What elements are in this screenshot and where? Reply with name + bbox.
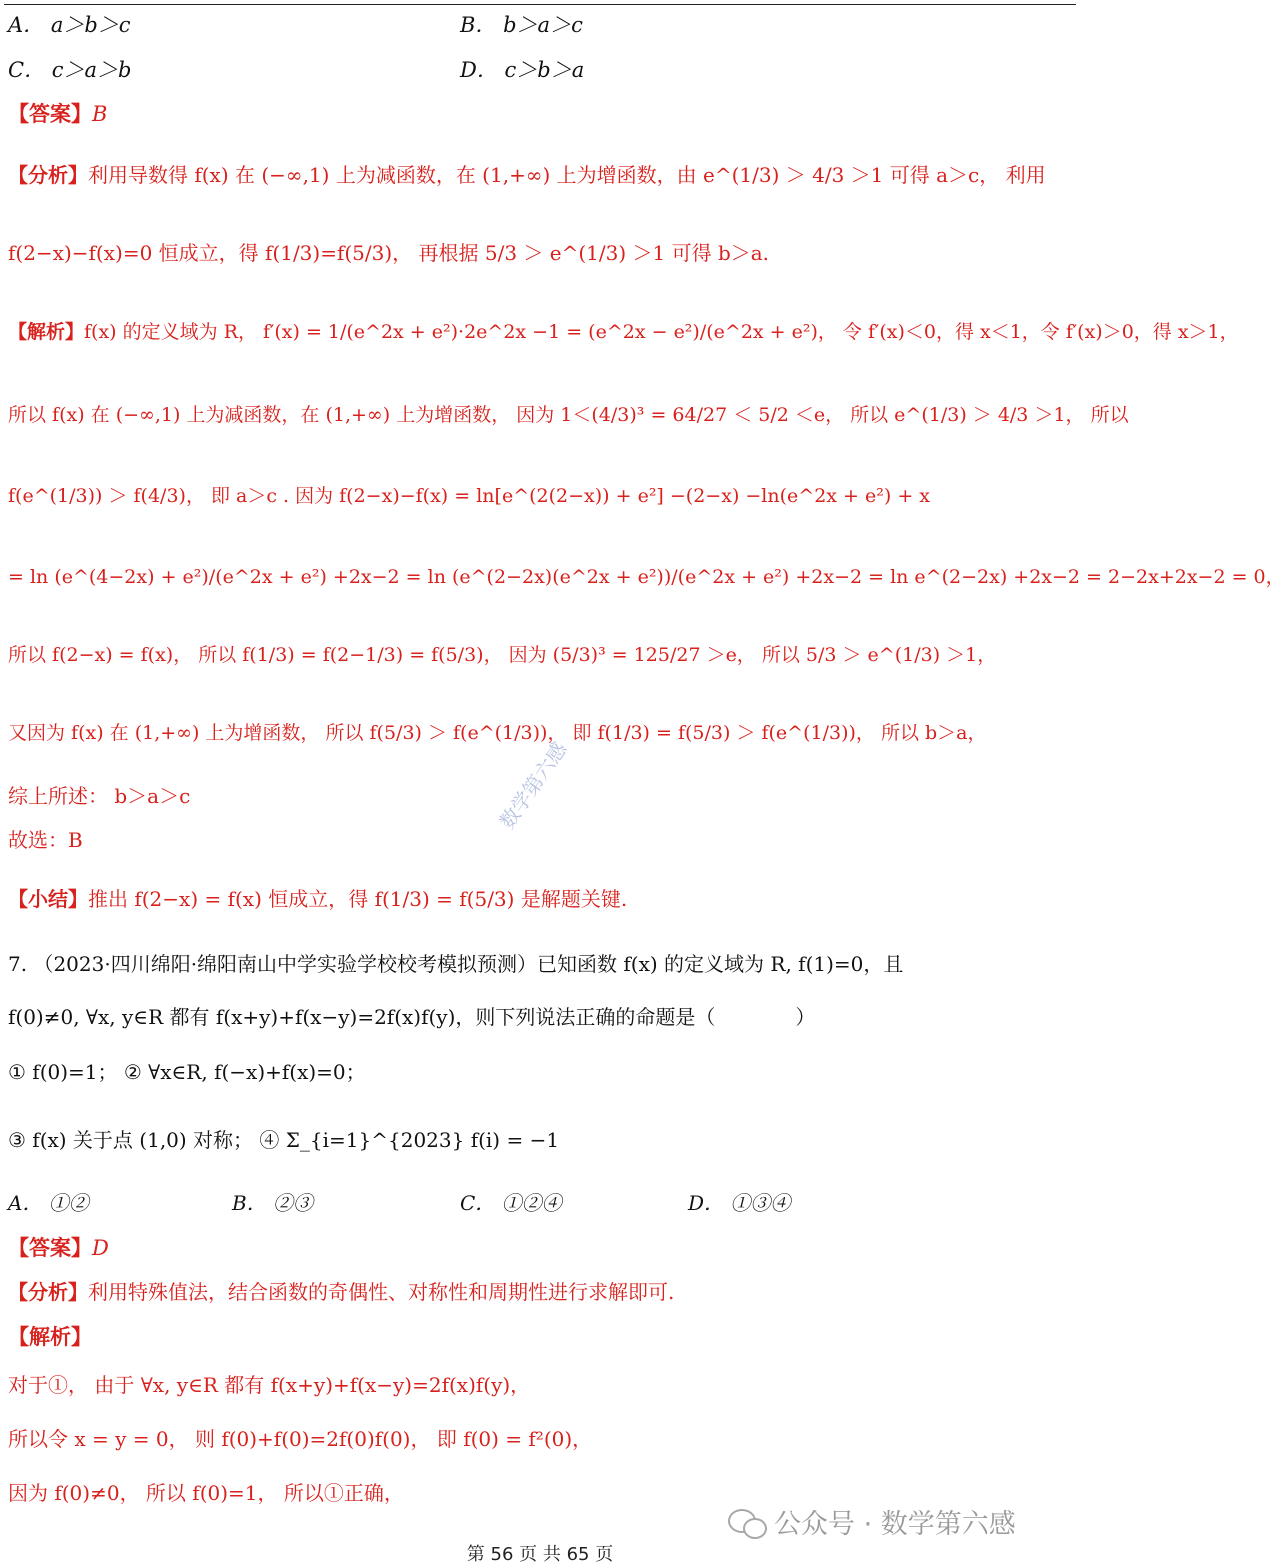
solution-text-1: f(x) 的定义域为 R， f′(x) = 1/(e^2x + e²)·2e^2x −1 = (e^2x − e²)/(e^2x + e²)， 令 f′(x)＜0，得 x＜1，令 f′(x)＞0，得 x＞1， xyxy=(84,321,1239,343)
q7-solution-tag: 【解析】 xyxy=(8,1324,92,1349)
q7-option-d: D． ①③④ xyxy=(688,1191,791,1215)
q7-option-b: B． ②③ xyxy=(232,1191,314,1215)
wechat-brand xyxy=(728,1502,1016,1541)
page-footer: 第 56 页 共 65 页 xyxy=(466,1544,614,1565)
q7-stem-line2: f(0)≠0, ∀x, y∈R 都有 f(x+y)+f(x−y)=2f(x)f(y)，则下列说法正确的命题是（ ） xyxy=(8,1005,816,1029)
summary-tag: 【小结】 xyxy=(8,887,88,911)
q6-analysis-line2: f(2−x)−f(x)=0 恒成立，得 f(1/3)=f(5/3)， 再根据 5/3 ＞ e^(1/3) ＞1 可得 b＞a. xyxy=(8,241,770,265)
q6-solution-line6: 又因为 f(x) 在 (1,+∞) 上为增函数， 所以 f(5/3) ＞ f(e^(1/3))， 即 f(1/3) = f(5/3) ＞ f(e^(1/3))， 所以 b＞a， xyxy=(8,722,987,744)
q6-solution-line3: f(e^(1/3)) ＞ f(4/3)， 即 a＞c . 因为 f(2−x)−f(x) = ln[e^(2(2−x)) + e²] −(2−x) −ln(e^2x + e²) + x xyxy=(8,485,930,507)
q6-solution-line2: 所以 f(x) 在 (−∞,1) 上为减函数，在 (1,+∞) 上为增函数， 因为 1＜(4/3)³ = 64/27 ＜ 5/2 ＜e， 所以 e^(1/3) ＞ 4/3 ＞1， 所以 xyxy=(8,404,1129,426)
answer-tag: 【答案】 xyxy=(8,101,92,126)
q7-analysis-text: 利用特殊值法，结合函数的奇偶性、对称性和周期性进行求解即可. xyxy=(88,1280,675,1304)
q6-summary xyxy=(8,884,627,914)
q7-analysis-tag: 【分析】 xyxy=(8,1280,88,1304)
q6-option-b: B． b＞a＞c xyxy=(460,13,583,37)
q7-solution-line1: 对于①， 由于 ∀x, y∈R 都有 f(x+y)+f(x−y)=2f(x)f(y)， xyxy=(8,1373,531,1397)
analysis-text-1: 利用导数得 f(x) 在 (−∞,1) 上为减函数，在 (1,+∞) 上为增函数，由 e^(1/3) ＞ 4/3 ＞1 可得 a＞c， 利用 xyxy=(88,163,1046,187)
q7-solution-heading xyxy=(8,1322,92,1352)
q7-stem-line4: ③ f(x) 关于点 (1,0) 对称； ④ Σ_{i=1}^{2023} f(i) = −1 xyxy=(8,1128,560,1152)
q6-analysis-line1 xyxy=(8,160,1046,190)
solution-tag: 【解析】 xyxy=(8,321,85,343)
q6-option-a: A． a＞b＞c xyxy=(8,13,131,37)
q7-stem-line1: 7. （2023·四川绵阳·绵阳南山中学实验学校校考模拟预测）已知函数 f(x) 的定义域为 R, f(1)=0，且 xyxy=(8,952,904,976)
q7-stem-line3: ① f(0)=1； ② ∀x∈R, f(−x)+f(x)=0； xyxy=(8,1060,366,1084)
q7-analysis xyxy=(8,1277,674,1307)
wechat-icon xyxy=(728,1507,766,1537)
q6-answer xyxy=(8,99,107,129)
top-rule xyxy=(4,4,1076,5)
q6-solution-line4: = ln (e^(4−2x) + e²)/(e^2x + e²) +2x−2 = ln (e^(2−2x)(e^2x + e²))/(e^2x + e²) +2x−2 = ln e^(2−2x) +2x−2 = 2−2x+2x−2 = 0， xyxy=(8,566,1285,588)
q7-solution-line3: 因为 f(0)≠0， 所以 f(0)=1， 所以①正确， xyxy=(8,1481,404,1505)
q6-option-c: C． c＞a＞b xyxy=(8,58,132,82)
analysis-tag: 【分析】 xyxy=(8,163,88,187)
q7-answer-value: D xyxy=(92,1236,109,1260)
q7-answer-tag: 【答案】 xyxy=(8,1235,92,1260)
q6-solution-line5: 所以 f(2−x) = f(x)， 所以 f(1/3) = f(2−1/3) = f(5/3)， 因为 (5/3)³ = 125/27 ＞e， 所以 5/3 ＞ e^(1/3) ＞1， xyxy=(8,644,997,666)
q6-solution-line7: 综上所述： b＞a＞c xyxy=(8,784,191,808)
q6-solution-line8: 故选：B xyxy=(8,828,83,852)
answer-value: B xyxy=(92,102,108,126)
q7-answer xyxy=(8,1233,109,1263)
brand-text: 公众号 · 数学第六感 xyxy=(774,1509,1016,1540)
q7-option-c: C． ①②④ xyxy=(460,1191,562,1215)
watermark-text: 数学第六感 xyxy=(494,737,572,834)
q7-solution-line2: 所以令 x = y = 0， 则 f(0)+f(0)=2f(0)f(0)， 即 f(0) = f²(0)， xyxy=(8,1427,593,1451)
q7-option-a: A． ①② xyxy=(8,1191,89,1215)
summary-text: 推出 f(2−x) = f(x) 恒成立，得 f(1/3) = f(5/3) 是解题关键. xyxy=(88,887,628,911)
q6-solution-line1 xyxy=(8,317,1239,347)
q6-option-d: D． c＞b＞a xyxy=(460,58,585,82)
